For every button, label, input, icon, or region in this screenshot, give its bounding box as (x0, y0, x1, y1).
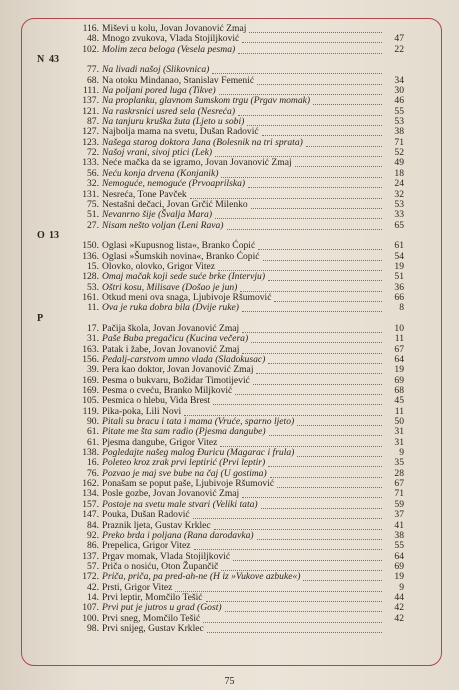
entry-number: 72. (87, 147, 99, 159)
entry-number: 147. (82, 509, 99, 521)
entry-number: 39. (87, 364, 99, 376)
entry-page-number: 53 (394, 198, 404, 210)
dot-leader (306, 138, 382, 147)
dot-leader (238, 107, 382, 116)
index-entry (32, 572, 402, 582)
entry-title: Na otoku Mindanao, Stanislav Femenić (102, 74, 255, 86)
dot-leader (220, 438, 382, 447)
entry-title: Omaj mačak koji sede suće brke (Intervju) (102, 271, 266, 283)
index-entry (32, 45, 402, 55)
dot-leader (274, 293, 382, 302)
entry-number: 121. (82, 105, 99, 117)
entry-number: 76. (87, 467, 99, 479)
entry-page-number: 38 (394, 529, 404, 541)
section-letter-text: N (37, 54, 45, 66)
dot-leader (193, 510, 382, 519)
dot-leader (233, 552, 382, 561)
entry-page-number: 69 (394, 560, 404, 572)
entry-title: Prgav momak, Vlada Stojiljković (102, 550, 231, 562)
entry-number: 16. (87, 457, 99, 469)
entry-number: 51. (87, 209, 99, 221)
dot-leader (225, 603, 382, 612)
dot-leader (297, 417, 382, 426)
dot-leader (262, 127, 382, 136)
entry-title: Na poljani pored luga (Tikve) (102, 85, 216, 97)
entry-title: Pogledajte našeg malog Đuricu (Magarac i frula) (102, 447, 295, 459)
index-entry (32, 179, 402, 189)
entry-title: Oštri kosu, Milisave (Došao je jun) (102, 281, 238, 293)
entry-title: Oglasi »Kupusnog lista«, Branko Ćopić (102, 240, 256, 252)
entry-title: Prvi snijeg, Gustav Krklec (102, 622, 204, 634)
entry-number: 156. (82, 354, 99, 365)
entry-number: 138. (82, 447, 99, 459)
entry-title: Miševi u kolu, Jovan Jovanović Zmaj (102, 23, 247, 34)
entry-number: 116. (82, 23, 99, 34)
entry-page-number: 31 (394, 436, 404, 448)
entry-page-number: 38 (394, 126, 404, 138)
entry-title: Na raskrsnici usred sela (Nesreća) (102, 105, 236, 117)
dot-leader (203, 614, 382, 623)
dot-leader (295, 158, 382, 167)
entry-number: 86. (87, 540, 99, 552)
entry-title: Olovko, olovko, Grigor Vitez (102, 260, 216, 272)
dot-leader (247, 117, 382, 126)
dot-leader (270, 469, 382, 478)
entry-page-number: 64 (394, 354, 404, 365)
entry-number: 57. (87, 560, 99, 572)
entry-page-number: 54 (394, 250, 404, 262)
dot-leader (206, 593, 382, 602)
entry-page-number: 9 (399, 581, 404, 593)
dot-leader (268, 458, 382, 467)
dot-leader (242, 34, 382, 43)
dot-leader (249, 24, 382, 33)
entry-page-number: 59 (394, 498, 404, 510)
entry-number: 172. (82, 571, 99, 583)
entry-page-number: 51 (394, 271, 404, 283)
entry-page-number: 9 (399, 447, 404, 459)
entry-number: 137. (82, 550, 99, 562)
entry-title: Nisam nešto voljan (Leni Rava) (102, 219, 224, 231)
dot-leader (194, 541, 382, 550)
entry-title: Na tanjuru kruška žuta (Ljeto u sobi) (102, 116, 245, 128)
entry-number: 169. (82, 374, 99, 386)
entry-page-number: 50 (394, 416, 404, 428)
entry-number: 42. (87, 581, 99, 593)
dot-leader (256, 365, 382, 374)
entry-title: Pačija škola, Jovan Jovanović Zmaj (102, 322, 240, 334)
entry-title: Molim zeca beloga (Vesela pesma) (102, 43, 236, 55)
entry-title: Ponašam se poput paše, Ljubivoje Ršumović (102, 478, 275, 490)
entry-number: 14. (87, 591, 99, 603)
entry-title: Neće mačka da se igramo, Jovan Jovanović Zmaj (102, 157, 292, 169)
entry-number: 75. (87, 198, 99, 210)
entry-page-number: 67 (394, 343, 404, 355)
entry-page-number: 55 (394, 105, 404, 117)
entry-title: Postoje na svetu male stvari (Veliki tata) (102, 498, 258, 510)
entry-number: 128. (82, 271, 99, 283)
entry-number: 123. (82, 136, 99, 148)
dot-leader (313, 96, 382, 105)
index-entry (32, 624, 402, 634)
dot-leader (215, 210, 382, 219)
entry-page-number: 22 (394, 43, 404, 55)
dot-leader (219, 86, 382, 95)
entry-page-number: 71 (394, 488, 404, 500)
entry-page-number: 31 (394, 426, 404, 438)
entry-number: 137. (82, 95, 99, 107)
entry-page-number: 36 (394, 281, 404, 293)
dot-leader (212, 65, 382, 74)
dot-leader (175, 583, 382, 592)
entry-title: Neću konja drvena (Konjanik) (102, 167, 219, 179)
entry-number: 127. (82, 126, 99, 138)
entry-number: 84. (87, 519, 99, 531)
dot-leader (242, 303, 382, 312)
entry-page-number: 19 (394, 571, 404, 583)
entry-page-number: 37 (394, 509, 404, 521)
entry-page-number: 69 (394, 374, 404, 386)
index-entry (32, 510, 402, 520)
entry-page-number: 64 (394, 550, 404, 562)
entry-page-number: 44 (394, 591, 404, 603)
entry-page-number: 13 (49, 229, 59, 241)
entry-title: Na proplanku, glavnom šumskom trgu (Prgav momak) (102, 95, 311, 107)
entry-number: 105. (82, 395, 99, 407)
entry-page-number: 42 (394, 612, 404, 624)
dot-leader (253, 376, 382, 385)
entry-title: Preko brda i poljana (Rana darodavka) (102, 529, 254, 541)
dot-leader (251, 200, 382, 209)
entry-page-number: 35 (394, 457, 404, 469)
dot-leader (248, 179, 382, 188)
entry-title: Pjesma dangube, Grigor Vitez (102, 436, 218, 448)
entry-number: 119. (82, 405, 99, 417)
entry-number: 90. (87, 416, 99, 428)
entry-page-number: 65 (394, 219, 404, 231)
dot-leader (218, 262, 382, 271)
dot-leader (261, 500, 382, 509)
entry-page-number: 34 (394, 74, 404, 86)
entry-number: 48. (87, 33, 99, 45)
entry-title: Otkud meni ova snaga, Ljubivoje Ršumović (102, 291, 272, 303)
entry-page-number: 47 (394, 33, 404, 45)
dot-leader (214, 521, 382, 530)
dot-leader (277, 479, 382, 488)
dot-leader (213, 396, 382, 405)
dot-leader (268, 355, 382, 364)
entry-title: Nestašni dečaci, Jovan Grčić Milenko (102, 198, 248, 210)
dot-leader (240, 283, 382, 292)
entry-title: Na livadi našoj (Slikovnica) (102, 64, 210, 76)
dot-leader (207, 624, 382, 633)
entry-title: Nemoguće, nemoguće (Prvoaprilska) (102, 178, 246, 190)
dot-leader (303, 572, 382, 581)
entry-page-number: 61 (394, 240, 404, 252)
entry-number: 157. (82, 498, 99, 510)
entry-page-number: 19 (394, 260, 404, 272)
entry-title: Pesmica o hlebu, Vida Brest (102, 395, 211, 407)
entry-title: Prsti, Grigor Vitez (102, 581, 173, 593)
entry-title: Praznik ljeta, Gustav Krklec (102, 519, 211, 531)
entry-number: 100. (82, 612, 99, 624)
entry-number: 77. (87, 64, 99, 76)
entry-title: Pesma o bukvaru, Božidar Timotijević (102, 374, 250, 386)
entry-title: Najbolja mama na svetu, Dušan Radović (102, 126, 259, 138)
dot-leader (251, 334, 382, 343)
entry-number: 111. (82, 85, 99, 97)
entry-page-number: 46 (394, 95, 404, 107)
entry-title: Ova je ruka dobra bila (Dvije ruke) (102, 302, 239, 314)
dot-leader (215, 148, 382, 157)
entry-title: Priča, priča, pa pred-ah-ne (H iz »Vukove azbuke«) (102, 571, 301, 583)
entry-page-number: 53 (394, 116, 404, 128)
entry-page-number: 11 (394, 333, 404, 345)
page-number: 75 (224, 676, 235, 687)
entry-title: Pitate me šta sam radio (Pjesma dangube) (102, 426, 266, 438)
dot-leader (242, 489, 382, 498)
entry-number: 161. (82, 291, 99, 303)
entry-title: Pozvao je maj sve bube na čaj (U gostima) (102, 467, 267, 479)
entry-number: 131. (82, 188, 99, 200)
dot-leader (242, 324, 382, 333)
entry-page-number: 49 (394, 157, 404, 169)
entry-page-number: 32 (394, 188, 404, 200)
entry-page-number: 68 (394, 385, 404, 397)
entry-number: 31. (87, 333, 99, 345)
entry-title: Pedalj-carstvom umno vlada (Sladokusac) (102, 354, 266, 365)
entry-title: Nevanrno šije (Švalja Mara) (102, 209, 213, 221)
entry-number: 163. (82, 343, 99, 355)
entry-number: 169. (82, 385, 99, 397)
entry-page-number: 67 (394, 478, 404, 490)
dot-leader (221, 169, 382, 178)
dot-leader (190, 190, 382, 199)
entry-number: 98. (87, 622, 99, 634)
entry-title: Priča o nosiću, Oton Župančič (102, 560, 219, 572)
entry-title: Prvi sneg, Momčilo Tešić (102, 612, 201, 624)
entry-title: Poleteo kroz zrak prvi leptirić (Prvi leptir) (102, 457, 266, 469)
entry-number: 17. (87, 322, 99, 334)
dot-leader (263, 252, 382, 261)
entry-number: 92. (87, 529, 99, 541)
entry-page-number: 55 (394, 540, 404, 552)
entry-page-number: 11 (394, 405, 404, 417)
entry-number: 11. (87, 302, 99, 314)
entry-title: Pitali su bracu i tata i mama (Vruće, sparno ljeto) (102, 416, 295, 428)
entry-page-number: 41 (394, 519, 404, 531)
dot-leader (221, 562, 382, 571)
dot-leader (268, 272, 382, 281)
entry-number: 68. (87, 74, 99, 86)
entry-title: Prvi leptir, Momčilo Tešić (102, 591, 203, 603)
entry-title: Oglasi »Šumskih novina«, Branko Ćopić (102, 250, 260, 262)
entry-number: 162. (82, 478, 99, 490)
entry-page-number: 28 (394, 467, 404, 479)
entry-title: Mnogo zvukova, Vlada Stojiljković (102, 33, 240, 45)
entry-number: 136. (82, 250, 99, 262)
entry-page-number: 71 (394, 136, 404, 148)
entry-title: Nesreća, Tone Pavček (102, 188, 187, 200)
dot-leader (257, 531, 382, 540)
dot-leader (184, 407, 382, 416)
entry-page-number: 43 (49, 54, 59, 66)
entry-title: Prvi put je jutros u grad (Gost) (102, 602, 222, 614)
entry-number: 133. (82, 157, 99, 169)
entry-title: Pika-poka, Lili Novi (102, 405, 182, 417)
entry-number: 87. (87, 116, 99, 128)
section-letter-text: O (37, 229, 45, 241)
entry-page-number: 52 (394, 147, 404, 159)
index-entry (32, 541, 402, 551)
entry-title: Pesma o cveću, Branko Miljković (102, 385, 233, 397)
entry-page-number: 33 (394, 209, 404, 221)
entry-title: Našoj vrani, sivoj ptici (Lek) (102, 147, 213, 159)
entry-title: Prepelica, Grigor Vitez (102, 540, 191, 552)
entry-page-number: 30 (394, 85, 404, 97)
entry-number: 150. (82, 240, 99, 252)
dot-leader (242, 345, 382, 354)
index-entry (32, 210, 402, 220)
entry-page-number: 18 (394, 167, 404, 179)
entry-page-number: 66 (394, 291, 404, 303)
entry-page-number: 10 (394, 322, 404, 334)
entry-number: 27. (87, 219, 99, 231)
entry-title: Patak i žabe, Jovan Jovanović Zmaj (102, 343, 240, 355)
entry-number: 53. (87, 281, 99, 293)
dot-leader (238, 45, 382, 54)
entry-title: Posle gozbe, Jovan Jovanović Zmaj (102, 488, 240, 500)
entry-title: Našega starog doktora Jana (Bolesnik na tri sprata) (102, 136, 303, 148)
dot-leader (269, 427, 382, 436)
entry-number: 102. (82, 43, 99, 55)
entry-page-number: 19 (394, 364, 404, 376)
dot-leader (227, 221, 382, 230)
entry-number: 56. (87, 167, 99, 179)
entry-number: 134. (82, 488, 99, 500)
index-entry (32, 303, 402, 313)
entry-title: Paše Buba pregačicu (Kucina večera) (102, 333, 249, 345)
entry-number: 15. (87, 260, 99, 272)
entry-number: 32. (87, 178, 99, 190)
index-entry (32, 221, 402, 231)
index-entry (32, 241, 402, 251)
entry-page-number: 42 (394, 602, 404, 614)
dot-leader (235, 386, 382, 395)
entry-page-number: 8 (399, 302, 404, 314)
entry-title: Pouka, Dušan Radović (102, 509, 190, 521)
entry-page-number: 45 (394, 395, 404, 407)
entry-number: 61. (87, 426, 99, 438)
index-list (32, 24, 402, 634)
section-letter-text: P (37, 312, 44, 324)
entry-page-number: 24 (394, 178, 404, 190)
entry-number: 107. (82, 602, 99, 614)
entry-number: 61. (87, 436, 99, 448)
dot-leader (297, 448, 382, 457)
entry-title: Pera kao doktor, Jovan Jovanović Zmaj (102, 364, 254, 376)
dot-leader (258, 241, 382, 250)
dot-leader (257, 76, 382, 85)
